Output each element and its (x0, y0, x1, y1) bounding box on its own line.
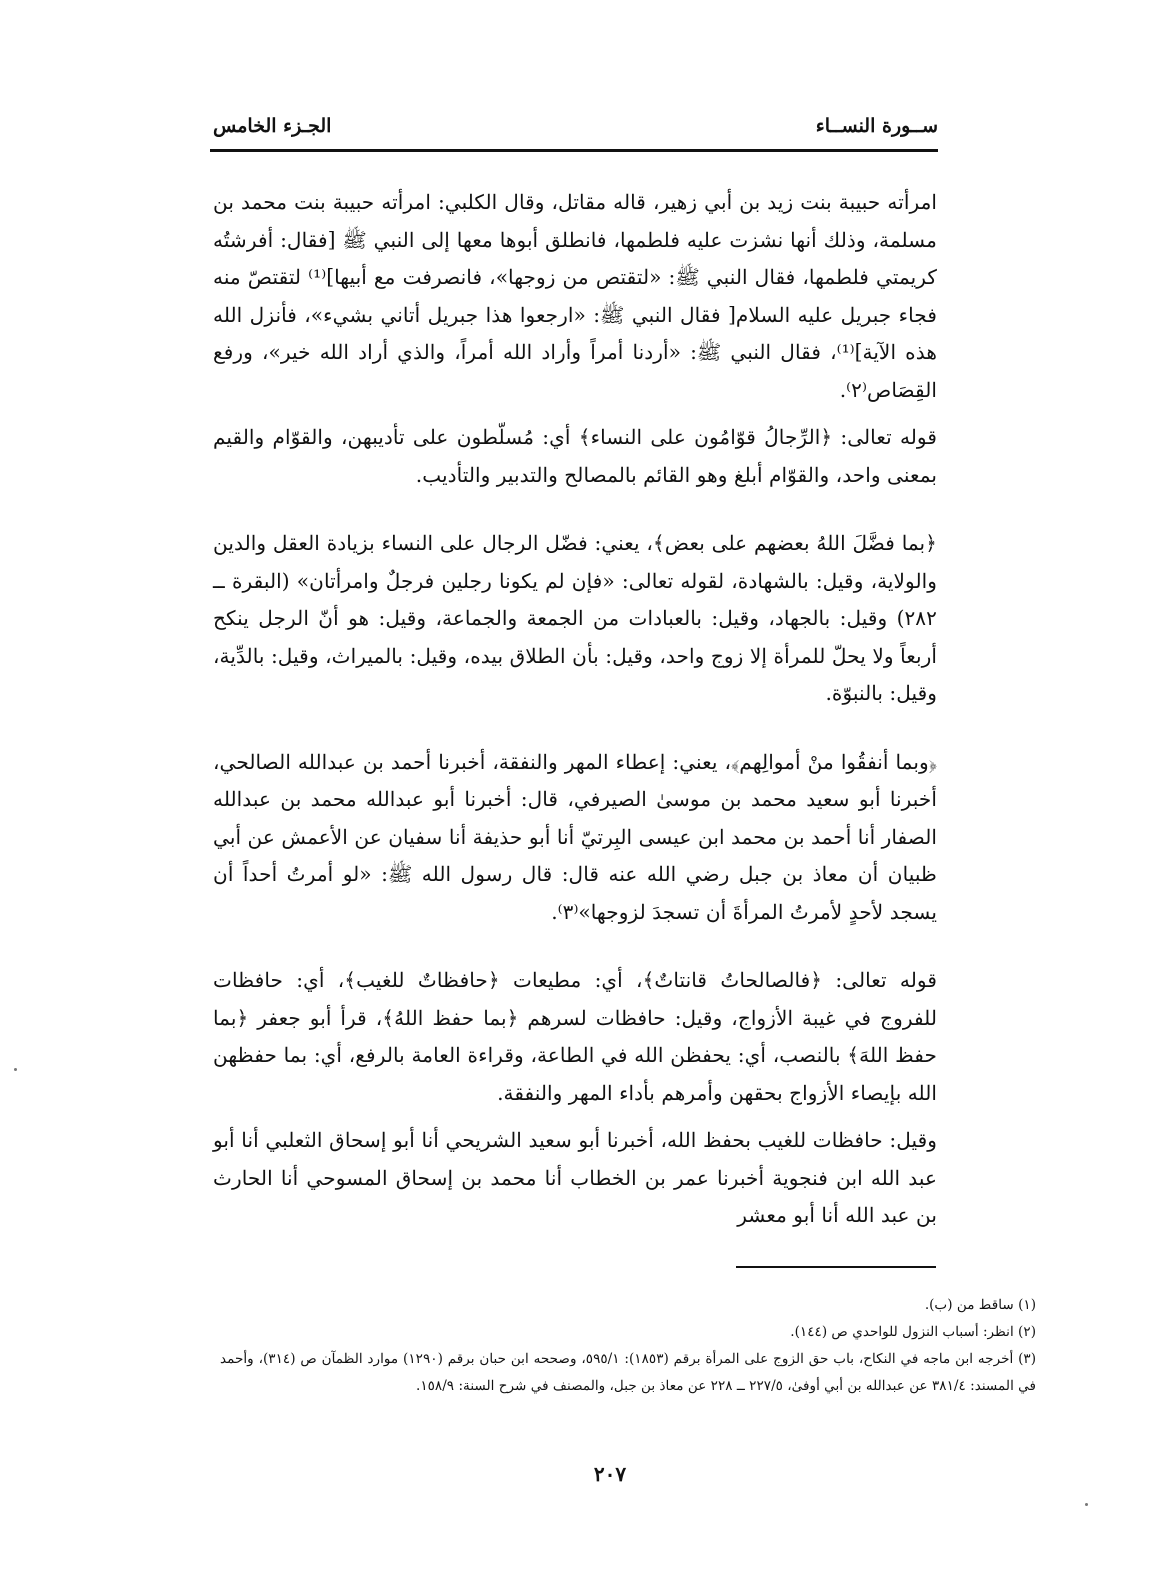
paragraph-6: وقيل: حافظات للغيب بحفظ الله، أخبرنا أبو سعيد الشريحي أنا أبو إسحاق الثعلبي أنا أبو عبد الله ابن فنجوية أخبرنا عمر بن الخطاب أنا محمد بن إسحاق المسوحي أنا الحارث بن عبد الله أنا أبو معشر (213, 1128, 937, 1227)
paragraph-3: ﴿بما فضَّلَ اللهُ بعضهم على بعض﴾، يعني: فضّل الرجال على النساء بزيادة العقل والدين والولاية، وقيل: بالشهادة، لقوله تعالى: «فإن لم يكونا رجلين فرجلٌ وامرأتان» (البقرة ــ ٢٨٢) وقيل: بالجهاد، وقيل: بالعبادات من الجمعة والجماعة، وقيل: هو أنّ الرجل ينكح أربعاً ولا يحلّ للمرأة إلا زوج واحد، وقيل: بأن الطلاق بيده، وقيل: بالميراث، وقيل: بالدِّية، وقيل: بالنبوّة. (213, 531, 937, 705)
scan-speck (14, 1068, 17, 1071)
footnote-2: (٢) انظر: أسباب النزول للواحدي ص (١٤٤). (790, 1324, 1036, 1340)
footnote-1: (١) ساقط من (ب). (924, 1297, 1036, 1313)
paragraph-1: امرأته حبيبة بنت زيد بن أبي زهير، قاله مقاتل، وقال الكلبي: امرأته حبيبة بنت محمد بن مسلمة، وذلك أنها نشزت عليه فلطمها، فانطلق أبوها معها إلى النبي ﷺ [فقال: أفرشتُه كريمتي فلطمها، فقال النبي ﷺ: «لتقتص من زوجها»، فانصرفت مع أبيها]⁽¹⁾ لتقتصّ منه فجاء جبريل عليه السلام[ فقال النبي ﷺ: «ارجعوا هذا جبريل أتاني بشيء»، فأنزل الله هذه الآية]⁽¹⁾، فقال النبي ﷺ: «أردنا أمراً وأراد الله أمراً، والذي أراد الله خير»، ورفع القِصَاص⁽٢⁾. (213, 190, 937, 402)
main-text (213, 184, 937, 1235)
scan-speck (1085, 1503, 1088, 1506)
surah-title: ســورة النســاء (815, 115, 938, 137)
header-divider (210, 149, 938, 152)
footnote-3: (٣) أخرجه ابن ماجه في النكاح، باب حق الزوج على المرأة برقم (١٨٥٣): ٥٩٥/١، وصححه ابن حبان برقم (١٢٩٠) موارد الظمآن ص (٣١٤)، وأحمد في المسند: ٣٨١/٤ عن عبدالله بن أبي أوفىٰ، ٢٢٧/٥ ــ ٢٢٨ عن معاذ بن جبل، والمصنف في شرح السنة: ١٥٨/٩. (220, 1351, 1037, 1394)
footnotes (220, 1292, 1036, 1400)
paragraph-5: قوله تعالى: ﴿فالصالحاتُ قانتاتٌ﴾، أي: مطيعات ﴿حافظاتٌ للغيب﴾، أي: حافظات للفروج في غيبة الأزواج، وقيل: حافظات لسرهم ﴿بما حفظ اللهُ﴾، قرأ أبو جعفر ﴿بما حفظ اللهَ﴾ بالنصب، أي: يحفظن الله في الطاعة، وقراءة العامة بالرفع، أي: بما حفظهن الله بإيصاء الأزواج بحقهن وأمرهم بأداء المهر والنفقة. (213, 968, 937, 1105)
paragraph-2: قوله تعالى: ﴿الرِّجالُ قوّامُون على النساء﴾ أي: مُسلّطون على تأديبهن، والقوّام والقيم بمعنى واحد، والقوّام أبلغ وهو القائم بالمصالح والتدبير والتأديب. (213, 425, 937, 487)
footnote-divider (736, 1266, 936, 1268)
paragraph-4: ﴿وبما أنفقُوا منْ أموالِهم﴾، يعني: إعطاء المهر والنفقة، أخبرنا أحمد بن عبدالله الصالحي، أخبرنا أبو سعيد محمد بن موسىٰ الصيرفي، قال: أخبرنا أبو عبدالله محمد بن عبدالله الصفار أنا أحمد بن محمد ابن عيسى البِرتيّ أنا أبو حذيفة أنا سفيان عن الأعمش عن أبي ظبيان أن معاذ بن جبل رضي الله عنه قال: قال رسول الله ﷺ: «لو أمرتُ أحداً أن يسجد لأحدٍ لأمرتُ المرأةَ أن تسجدَ لزوجها»⁽٣⁾. (213, 749, 937, 924)
page-number: ٢٠٧ (593, 1462, 627, 1486)
juz-title: الجـزء الخامس (213, 115, 332, 137)
